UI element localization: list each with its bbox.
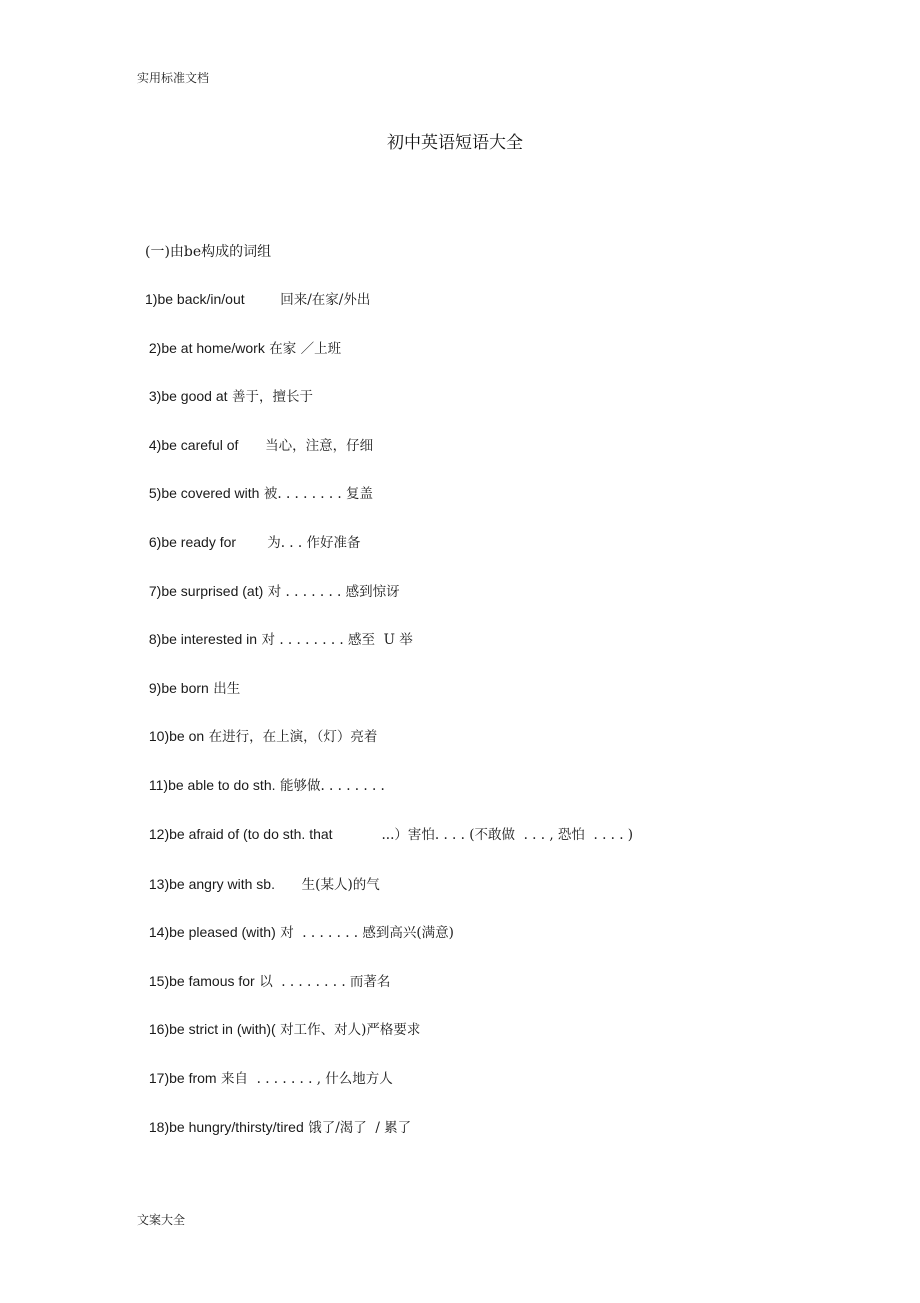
phrase-chinese: 对工作、对人)严格要求 (280, 1022, 421, 1039)
header-note: 实用标准文档 (137, 71, 210, 85)
phrase-chinese: 善于，擅长于 (231, 389, 313, 406)
phrase-chinese: 在进行，在上演，（灯）亮着 (208, 729, 378, 746)
phrase-entry (145, 289, 633, 338)
document-title: 初中英语短语大全 (387, 133, 523, 153)
phrase-chinese: 当心，注意，仔细 (265, 437, 374, 454)
phrase-entry (145, 532, 633, 581)
phrase-chinese: ...）害怕. . . . (不敢做 . . . , 恐怕 . . . . ) (381, 826, 634, 843)
phrase-chinese: 生(某人)的气 (301, 876, 380, 893)
phrase-english: 18)be hungry/thirsty/tired (145, 1118, 304, 1135)
phrase-chinese: 为. . . 作好准备 (267, 534, 361, 551)
phrase-chinese: 对 . . . . . . . 感到高兴(满意) (280, 925, 454, 942)
phrase-entry (145, 922, 633, 971)
phrase-gap (236, 535, 267, 551)
phrase-english: 16)be strict in (with)( (145, 1021, 276, 1038)
phrase-chinese: 能够做. . . . . . . . (279, 777, 385, 794)
phrase-entry (145, 1019, 633, 1068)
phrase-chinese: 饿了/渴了 / 累了 (308, 1119, 412, 1136)
phrase-entry (145, 1117, 633, 1166)
phrase-english: 4)be careful of (145, 436, 239, 453)
phrase-entry (145, 726, 633, 775)
phrase-chinese: 对 . . . . . . . 感到惊讶 (267, 583, 400, 600)
phrase-chinese: 在家 ／上班 (269, 340, 342, 357)
phrase-english: 5)be covered with (145, 485, 260, 502)
phrase-english: 6)be ready for (145, 533, 237, 550)
phrase-english: 7)be surprised (at) (145, 582, 264, 599)
phrase-chinese: 对 . . . . . . . . 感至 U 举 (261, 632, 413, 649)
phrase-english: 17)be from (145, 1069, 217, 1086)
phrase-english: 10)be on (145, 728, 205, 745)
phrase-english: 1)be back/in/out (145, 291, 245, 307)
phrase-entry (145, 435, 633, 484)
phrase-chinese: 出生 (213, 680, 241, 697)
phrase-gap (275, 877, 302, 893)
phrase-entry (145, 1068, 633, 1117)
phrase-entry (145, 629, 633, 678)
phrase-english: 14)be pleased (with) (145, 924, 276, 941)
phrase-english: 9)be born (145, 679, 209, 696)
section-heading: (一)由be构成的词组 (145, 244, 272, 260)
phrase-entry (145, 338, 633, 387)
phrase-english: 13)be angry with sb. (145, 875, 275, 892)
phrase-entry (145, 678, 633, 727)
phrase-entry (145, 971, 633, 1020)
phrase-chinese: 被. . . . . . . . 复盖 (263, 486, 374, 503)
phrase-entry (145, 483, 633, 532)
phrase-chinese: 回来/在家/外出 (280, 292, 371, 308)
phrase-gap (245, 292, 281, 308)
phrase-entry (145, 824, 633, 874)
phrase-english: 15)be famous for (145, 972, 255, 989)
phrase-english: 2)be at home/work (145, 339, 265, 356)
phrase-english: 8)be interested in (145, 631, 258, 648)
phrase-gap (333, 827, 382, 843)
phrase-chinese: 以 . . . . . . . . 而著名 (259, 973, 391, 990)
phrase-gap (238, 438, 265, 454)
phrase-entry (145, 386, 633, 435)
phrase-entry (145, 874, 633, 923)
phrase-english: 3)be good at (145, 388, 228, 405)
phrase-chinese: 来自 . . . . . . . , 什么地方人 (221, 1070, 393, 1087)
phrase-english: 12)be afraid of (to do sth. that (145, 825, 333, 842)
phrase-entry (145, 581, 633, 630)
phrase-list (145, 289, 633, 1165)
phrase-english: 11)be able to do sth. (145, 776, 276, 793)
phrase-entry (145, 775, 633, 824)
footer-note: 文案大全 (137, 1213, 186, 1227)
